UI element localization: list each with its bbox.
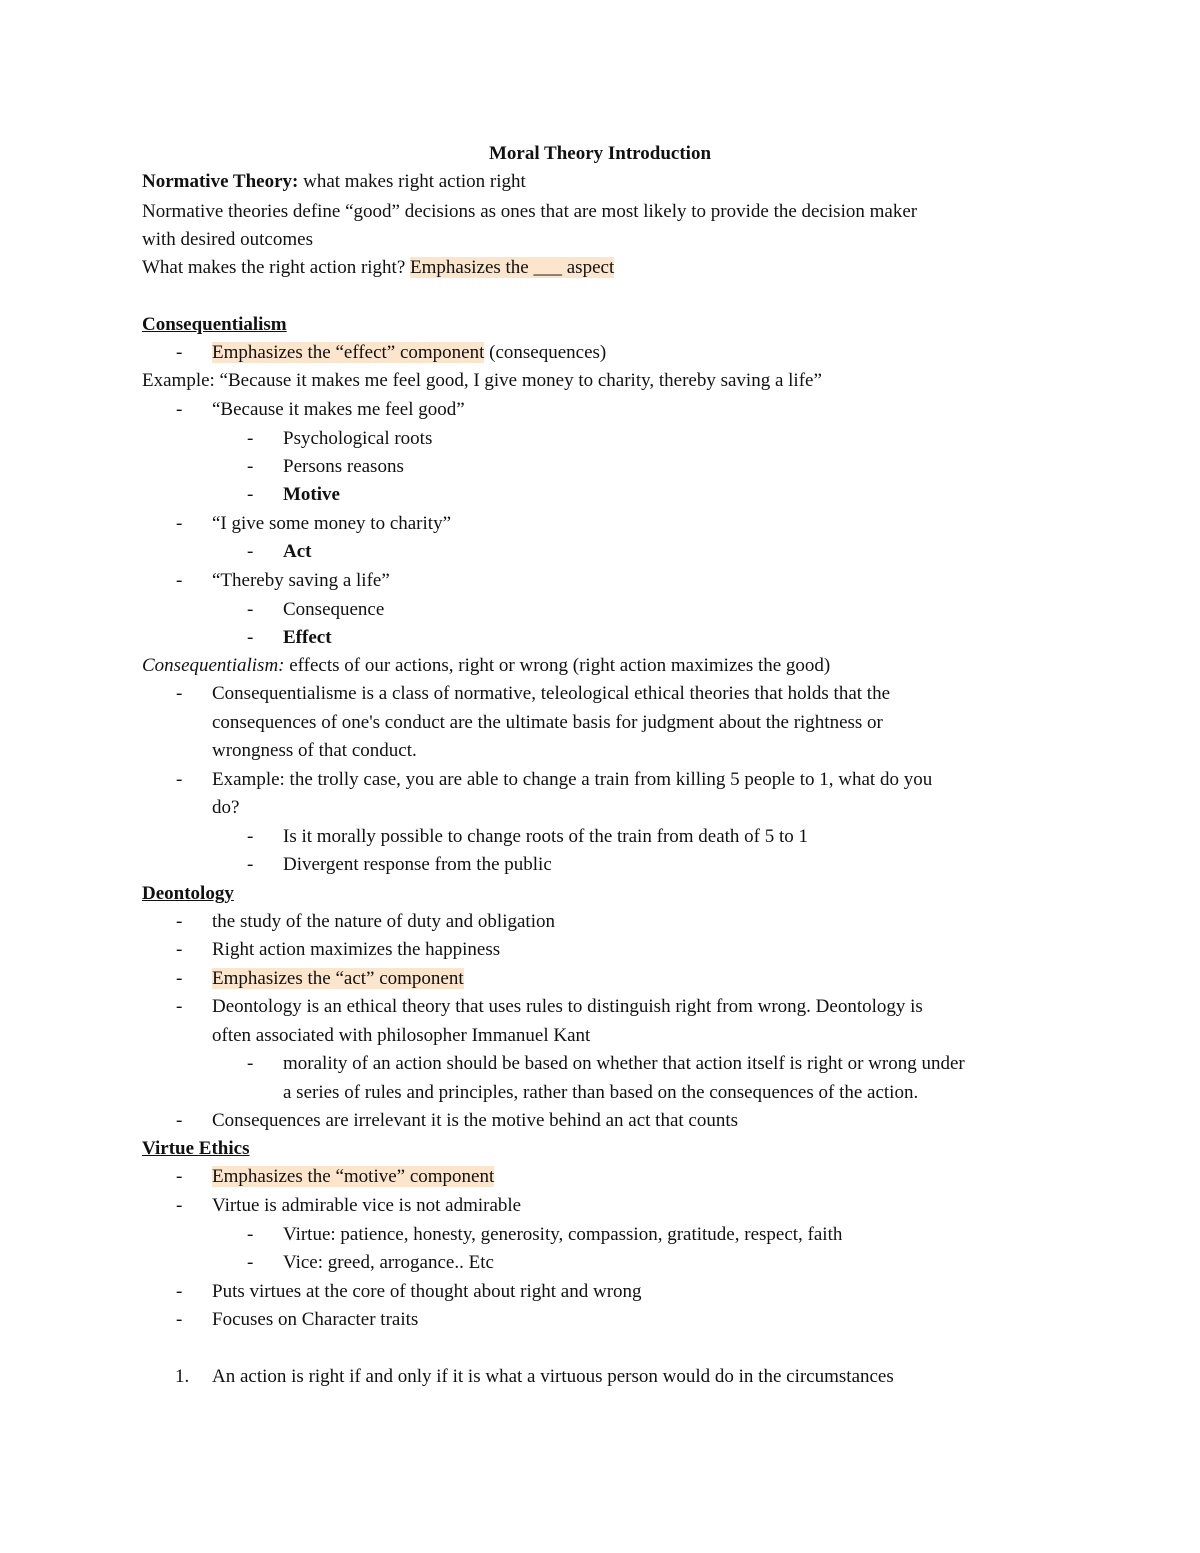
section-heading-deontology: Deontology [142, 883, 234, 904]
bullet-dash: - [247, 599, 254, 620]
sub-list-item: Act [283, 541, 312, 562]
bullet-dash: - [247, 1053, 254, 1074]
bullet-dash: - [247, 826, 254, 847]
bullet-dash: - [247, 1224, 254, 1245]
highlighted-text: Emphasizes the “motive” component [212, 1166, 495, 1187]
bullet-dash: - [176, 769, 183, 790]
section-heading-virtue-ethics: Virtue Ethics [142, 1138, 250, 1159]
bullet-dash: - [176, 939, 183, 960]
sub-list-item-continued: a series of rules and principles, rather than based on the consequences of the action. [283, 1082, 919, 1103]
highlighted-text: Emphasizes the ___ aspect [410, 257, 615, 278]
list-item: Right action maximizes the happiness [212, 939, 501, 960]
bullet-dash: - [176, 996, 183, 1017]
sub-list-item: Persons reasons [283, 456, 404, 477]
list-item: “I give some money to charity” [212, 513, 452, 534]
paragraph-line: Normative theories define “good” decisions as ones that are most likely to provide the decision maker [142, 201, 918, 222]
bullet-dash: - [247, 484, 254, 505]
list-item: Deontology is an ethical theory that uses rules to distinguish right from wrong. Deontology is [212, 996, 923, 1017]
bullet-dash: - [176, 1195, 183, 1216]
bullet-dash: - [176, 399, 183, 420]
paragraph-line: with desired outcomes [142, 229, 313, 250]
bullet-dash: - [176, 1166, 183, 1187]
sub-list-item: Effect [283, 627, 332, 648]
list-item: “Thereby saving a life” [212, 570, 390, 591]
list-item: “Because it makes me feel good” [212, 399, 465, 420]
bullet-dash: - [247, 627, 254, 648]
bullet-dash: - [176, 342, 183, 363]
bullet-dash: - [176, 1281, 183, 1302]
list-item-text: (consequences) [484, 342, 607, 363]
section-heading-consequentialism: Consequentialism [142, 314, 287, 335]
numbered-item-marker: 1. [175, 1366, 190, 1387]
bullet-dash: - [176, 570, 183, 591]
bullet-dash: - [176, 513, 183, 534]
bullet-dash: - [247, 428, 254, 449]
list-item [212, 1163, 494, 1191]
page-title: Moral Theory Introduction [488, 143, 712, 164]
list-item-continued: consequences of one's conduct are the ultimate basis for judgment about the rightness or [212, 712, 883, 733]
bullet-dash: - [176, 968, 183, 989]
bullet-dash: - [247, 854, 254, 875]
sub-list-item: Consequence [283, 599, 385, 620]
normative-theory-label: Normative Theory: [142, 171, 299, 192]
bullet-dash: - [176, 683, 183, 704]
sub-list-item: Virtue: patience, honesty, generosity, compassion, gratitude, respect, faith [283, 1224, 843, 1245]
list-item-continued: wrongness of that conduct. [212, 740, 417, 761]
list-item [212, 965, 464, 993]
sub-list-item: Vice: greed, arrogance.. Etc [283, 1252, 494, 1273]
normative-theory-line [142, 168, 526, 196]
numbered-item: An action is right if and only if it is what a virtuous person would do in the circumstances [212, 1366, 894, 1387]
bullet-dash: - [176, 1309, 183, 1330]
sub-list-item: Psychological roots [283, 428, 433, 449]
definition-label: Consequentialism: [142, 655, 285, 676]
definition-text: effects of our actions, right or wrong (right action maximizes the good) [284, 655, 831, 676]
sub-list-item: morality of an action should be based on whether that action itself is right or wrong under [283, 1053, 965, 1074]
list-item: Consequentialisme is a class of normative, teleological ethical theories that holds that the [212, 683, 891, 704]
sub-list-item: Is it morally possible to change roots of the train from death of 5 to 1 [283, 826, 809, 847]
bullet-dash: - [247, 456, 254, 477]
bullet-dash: - [176, 1110, 183, 1131]
list-item: the study of the nature of duty and obligation [212, 911, 555, 932]
example-line: Example: “Because it makes me feel good, I give money to charity, thereby saving a life” [142, 370, 822, 391]
list-item: Puts virtues at the core of thought about right and wrong [212, 1281, 642, 1302]
list-item: Focuses on Character traits [212, 1309, 419, 1330]
question-text: What makes the right action right? [142, 257, 411, 278]
question-line [142, 254, 614, 282]
bullet-dash: - [176, 911, 183, 932]
normative-theory-text: what makes right action right [298, 171, 526, 192]
list-item-continued: often associated with philosopher Immanuel Kant [212, 1025, 591, 1046]
bullet-dash: - [247, 541, 254, 562]
list-item: Consequences are irrelevant it is the motive behind an act that counts [212, 1110, 739, 1131]
sub-list-item: Divergent response from the public [283, 854, 552, 875]
list-item: Example: the trolly case, you are able to change a train from killing 5 people to 1, what do you [212, 769, 933, 790]
bullet-dash: - [247, 1252, 254, 1273]
list-item [212, 339, 606, 367]
highlighted-text: Emphasizes the “effect” component [212, 342, 485, 363]
list-item-continued: do? [212, 797, 240, 818]
highlighted-text: Emphasizes the “act” component [212, 968, 464, 989]
definition-line [142, 652, 830, 680]
sub-list-item: Motive [283, 484, 340, 505]
list-item: Virtue is admirable vice is not admirable [212, 1195, 522, 1216]
